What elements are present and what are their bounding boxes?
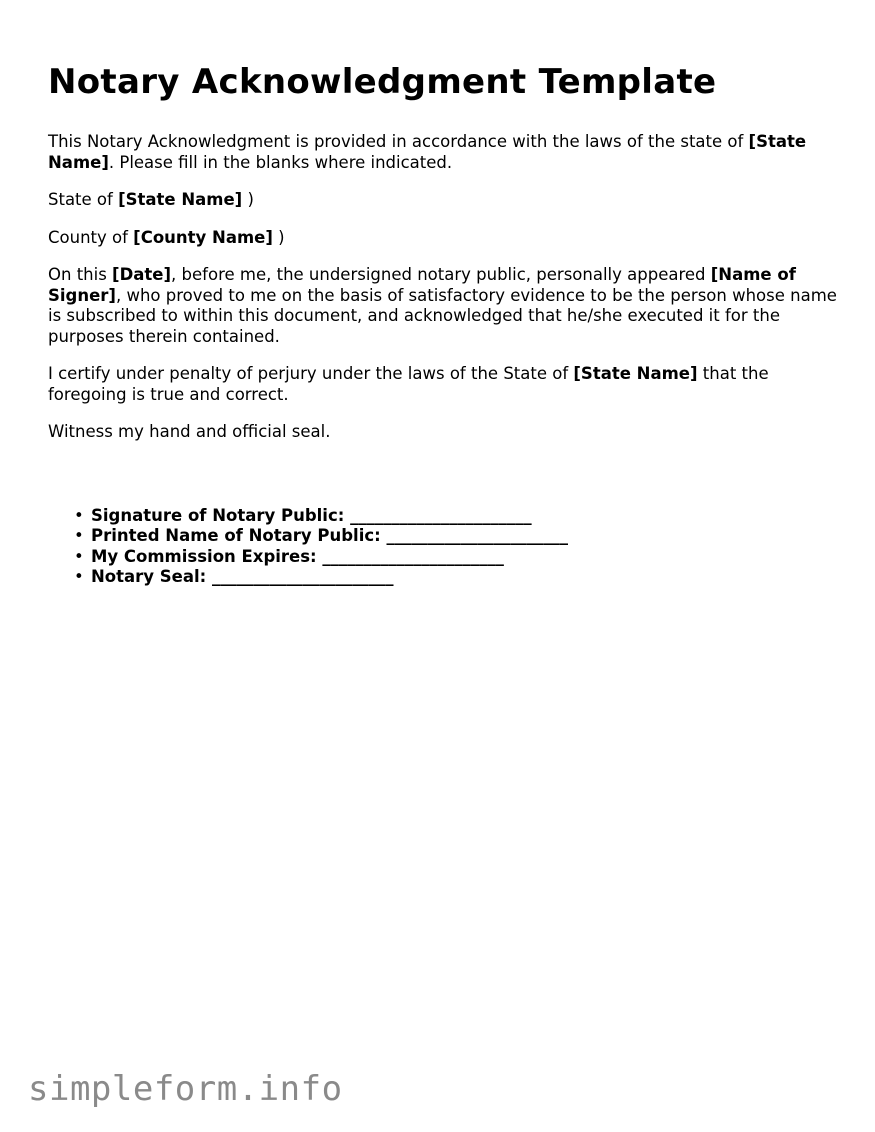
bullet-icon: • bbox=[74, 505, 84, 525]
signature-field-label: Signature of Notary Public: ______________________ bbox=[91, 505, 532, 525]
signer-name-placeholder: [Name of Signer] bbox=[48, 265, 796, 305]
state-name-placeholder: [State Name] bbox=[48, 132, 807, 172]
date-placeholder: [Date] bbox=[112, 265, 172, 284]
printed-name-field bbox=[74, 526, 838, 547]
certification-text: I certify under penalty of perjury under the laws of the State of bbox=[48, 364, 574, 383]
appearance-text-end: , who proved to me on the basis of satisfactory evidence to be the person whose name is subscribed to within this document, and acknowledged that he/she executed it for the purposes therein contained. bbox=[48, 285, 837, 346]
bullet-icon: • bbox=[74, 546, 84, 566]
printed-name-field-label: Printed Name of Notary Public: ______________________ bbox=[91, 526, 568, 545]
intro-text: This Notary Acknowledgment is provided in accordance with the laws of the state of bbox=[48, 132, 749, 151]
county-line-prefix: County of bbox=[48, 227, 134, 247]
appearance-paragraph bbox=[48, 265, 838, 347]
certification-text-end: that the foregoing is true and correct. bbox=[48, 364, 769, 404]
certification-state-placeholder: [State Name] bbox=[573, 364, 698, 383]
watermark: simpleform.info bbox=[28, 1069, 343, 1109]
bullet-icon: • bbox=[74, 567, 84, 586]
notary-seal-field-label: Notary Seal: ______________________ bbox=[91, 567, 394, 586]
intro-paragraph bbox=[48, 132, 838, 173]
state-line-placeholder: [State Name] bbox=[118, 190, 243, 209]
commission-expires-field-label: My Commission Expires: ______________________ bbox=[91, 546, 504, 566]
county-line bbox=[48, 228, 838, 249]
state-line bbox=[48, 190, 838, 211]
intro-text-end: . Please fill in the blanks where indicated. bbox=[108, 152, 453, 172]
page-title: Notary Acknowledgment Template bbox=[48, 62, 717, 102]
appearance-text-middle: , before me, the undersigned notary public, personally appeared bbox=[171, 265, 711, 284]
commission-expires-field bbox=[74, 547, 838, 568]
state-line-prefix: State of bbox=[48, 190, 119, 209]
county-line-suffix: ) bbox=[272, 227, 285, 247]
bullet-icon: • bbox=[74, 526, 84, 545]
notary-seal-field bbox=[74, 567, 838, 588]
spacer bbox=[48, 460, 838, 506]
signature-field bbox=[74, 506, 838, 527]
document-page bbox=[48, 58, 838, 588]
signature-fields-list bbox=[48, 506, 838, 588]
county-line-placeholder: [County Name] bbox=[133, 227, 273, 247]
state-line-suffix: ) bbox=[242, 190, 254, 209]
witness-statement: Witness my hand and official seal. bbox=[48, 422, 331, 441]
certification-paragraph bbox=[48, 364, 838, 405]
appearance-text: On this bbox=[48, 265, 113, 284]
